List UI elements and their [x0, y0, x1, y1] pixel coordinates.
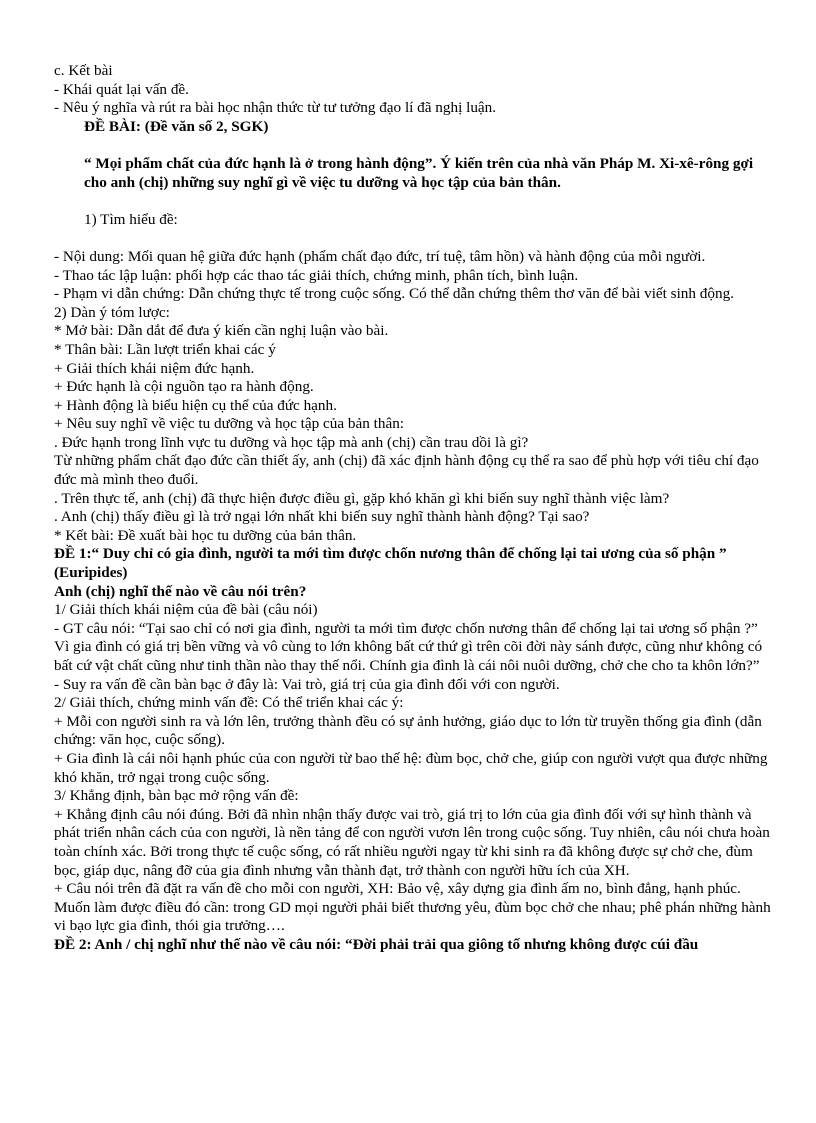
text-line: - Nội dung: Mối quan hệ giữa đức hạnh (phẩm chất đạo đức, trí tuệ, tâm hồn) và hành động của mỗi người. — [54, 247, 706, 265]
text-line: * Thân bài: Lần lượt triển khai các ý — [54, 340, 276, 358]
text-paragraph: + Mỗi con người sinh ra và lớn lên, trưởng thành đều có sự ảnh hưởng, giáo dục to lớn từ truyền thống gia đình (dẫn chứng: văn học, cuộc sống). — [54, 712, 762, 749]
text-line: + Đức hạnh là cội nguồn tạo ra hành động. — [54, 378, 314, 396]
text-line: - Khái quát lại vấn đề. — [54, 80, 189, 98]
text-line: . Đức hạnh trong lĩnh vực tu dưỡng và học tập mà anh (chị) cần trau dồi là gì? — [54, 433, 529, 451]
text-line: - Thao tác lập luận: phối hợp các thao tác giải thích, chứng minh, phân tích, bình luận. — [54, 266, 579, 284]
text-line: + Giải thích khái niệm đức hạnh. — [54, 359, 255, 377]
section-heading: ĐỀ BÀI: (Đề văn số 2, SGK) — [84, 117, 269, 135]
text-line: - Nêu ý nghĩa và rút ra bài học nhận thức từ tư tưởng đạo lí đã nghị luận. — [54, 99, 497, 117]
text-paragraph: + Gia đình là cái nôi hạnh phúc của con người từ bao thế hệ: đùm bọc, chở che, giúp con người vượt qua được những khó khăn, trở ngại trong cuộc sống. — [54, 749, 768, 786]
exam-question-2: ĐỀ 2: Anh / chị nghĩ như thế nào về câu nói: “Đời phải trải qua giông tố nhưng không được cúi đầu — [54, 935, 699, 953]
text-line: - Suy ra vấn đề cần bàn bạc ở đây là: Vai trò, giá trị của gia đình đối với con người. — [54, 675, 560, 693]
text-line: . Anh (chị) thấy điều gì là trở ngại lớn nhất khi biến suy nghĩ thành hành động? Tại sao? — [54, 508, 590, 526]
text-line: . Trên thực tế, anh (chị) đã thực hiện được điều gì, gặp khó khăn gì khi biến suy nghĩ thành việc làm? — [54, 489, 670, 507]
exam-question-1: ĐỀ 1:“ Duy chỉ có gia đình, người ta mới tìm được chốn nương thân để chống lại tai ương của số phận ” (Euripides) — [54, 545, 727, 582]
text-paragraph: + Khẳng định câu nói đúng. Bởi đã nhìn nhận thấy được vai trò, giá trị to lớn của gia đình đối với sự hình thành và phát triển nhân cách của con người, là nền tảng để con người vươn lên trong cuộc sống. Tuy nhiên, câu nói chưa hoàn toàn chính xác. Bởi trong thực tế cuộc sống, có rất nhiều người ngay từ khi sinh ra đã không được sự chở che, đùm bọc, giáp dục, nâng đỡ của gia đình nhưng vẫn thành đạt, trở thành con người hữu ích của XH. — [54, 805, 770, 879]
text-line: c. Kết bài — [54, 62, 113, 79]
subheading: 1/ Giải thích khái niệm của đề bài (câu nói) — [54, 601, 318, 619]
quote-prompt: “ Mọi phẩm chất của đức hạnh là ở trong hành động”. Ý kiến trên của nhà văn Pháp M. Xi-xê-rông gợi cho anh (chị) những suy nghĩ gì về việc tu dưỡng và học tập của bản thân. — [84, 154, 754, 191]
text-paragraph: + Câu nói trên đã đặt ra vấn đề cho mỗi con người, XH: Bảo vệ, xây dựng gia đình ấm no, bình đẳng, hạnh phúc. Muốn làm được điều đó cần: trong GD mọi người phải biết thương yêu, đùm bọc chở che nhau; phê phán những hành vi bạo lực gia đình, thói gia trưởng…. — [54, 880, 771, 935]
subheading: 1) Tìm hiểu đề: — [84, 210, 178, 228]
text-line: * Mở bài: Dẫn dắt để đưa ý kiến cần nghị luận vào bài. — [54, 322, 389, 340]
text-line: - Phạm vi dẫn chứng: Dẫn chứng thực tế trong cuộc sống. Có thể dẫn chứng thêm thơ văn để bài viết sinh động. — [54, 285, 734, 303]
text-line: + Nêu suy nghĩ về việc tu dưỡng và học tập của bản thân: — [54, 415, 405, 433]
text-line: + Hành động là biểu hiện cụ thể của đức hạnh. — [54, 396, 337, 414]
text-paragraph: - GT câu nói: “Tại sao chỉ có nơi gia đình, người ta mới tìm được chốn nương thân để chống lại tai ương số phận ?” Vì gia đình có giá trị bền vững và vô cùng to lớn không bất cứ thứ gì trên cõi đời này sánh được, cũng như không có bất cứ vật chất cũng như tinh thần nào thay thế nổi. Chính gia đình là cái nôi nuôi dưỡng, chở che cho ta khôn lớn?” — [54, 619, 763, 674]
subheading: 2/ Giải thích, chứng minh vấn đề: Có thể triển khai các ý: — [54, 694, 404, 712]
subheading: 3/ Khẳng định, bàn bạc mở rộng vấn đề: — [54, 787, 299, 805]
subheading: 2) Dàn ý tóm lược: — [54, 303, 170, 321]
text-line: * Kết bài: Đề xuất bài học tu dưỡng của bản thân. — [54, 526, 357, 544]
exam-question-1-prompt: Anh (chị) nghĩ thế nào về câu nói trên? — [54, 582, 307, 600]
text-line: Từ những phẩm chất đạo đức cần thiết ấy, anh (chị) đã xác định hành động cụ thể ra sao để phù hợp với tiêu chí đạo đức mà mình theo đuổi. — [54, 452, 759, 489]
